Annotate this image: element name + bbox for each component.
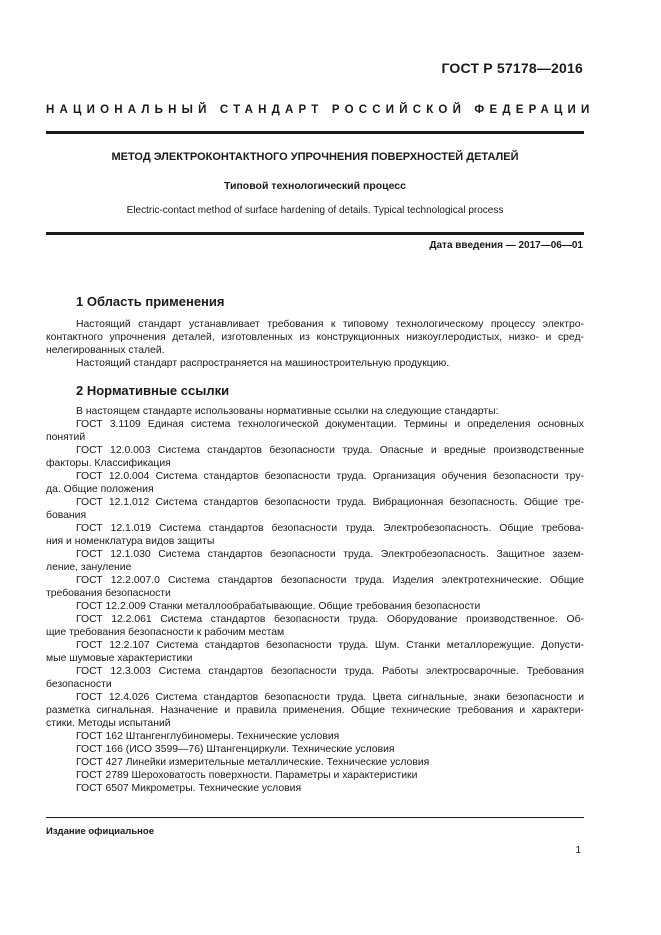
reference-line: ГОСТ 2789 Шероховатость поверхности. Параметры и характеристики	[76, 770, 418, 781]
reference-line: стики. Методы испытаний	[46, 718, 171, 729]
reference-line: мые шумовые характеристики	[46, 653, 193, 664]
reference-line: ГОСТ 12.4.026 Система стандартов безопасности труда. Цвета сигнальные, знаки безопасности и	[76, 692, 584, 703]
reference-line: ГОСТ 166 (ИСО 3599—76) Штангенциркули. Технические условия	[76, 744, 395, 755]
reference-line: ГОСТ 12.0.004 Система стандартов безопасности труда. Организация обучения безопасности тру-	[76, 471, 584, 482]
section-1-body	[46, 318, 584, 370]
reference-line: понятий	[46, 432, 86, 443]
document-title-english: Electric-contact method of surface hardening of details. Typical technological process	[126, 205, 504, 216]
section-1-line: Настоящий стандарт устанавливает требования к типовому технологическому процессу электро-	[76, 319, 584, 330]
national-standard-banner: НАЦИОНАЛЬНЫЙ СТАНДАРТ РОССИЙСКОЙ ФЕДЕРАЦИИ	[46, 104, 595, 116]
document-code: ГОСТ Р 57178—2016	[441, 60, 583, 76]
reference-line: разметка сигнальная. Назначение и правила применения. Общие технические требования и характери-	[46, 705, 584, 716]
reference-line: ГОСТ 12.1.019 Система стандартов безопасности труда. Электробезопасность. Общие требова-	[76, 523, 584, 534]
section-1-heading: 1 Область применения	[76, 294, 225, 309]
reference-line: да. Общие положения	[46, 484, 154, 495]
page-number: 1	[575, 845, 581, 856]
section-2-heading: 2 Нормативные ссылки	[76, 383, 230, 398]
reference-line: требования безопасности	[46, 588, 171, 599]
reference-line: ГОСТ 162 Штангенглубиномеры. Технические условия	[76, 731, 340, 742]
reference-line: ГОСТ 12.2.009 Станки металлообрабатывающие. Общие требования безопасности	[76, 601, 481, 612]
section-1-line: контактного упрочнения деталей, изготовленных из конструкционных низкоуглеродистых, низко- и сред-	[46, 332, 584, 343]
title-divider	[46, 232, 584, 235]
reference-line: ГОСТ 12.2.007.0 Система стандартов безопасности труда. Изделия электротехнические. Общие	[76, 575, 584, 586]
introduction-date: Дата введения — 2017—06—01	[429, 240, 583, 251]
reference-line: ГОСТ 12.1.030 Система стандартов безопасности труда. Электробезопасность. Защитное зазем-	[76, 549, 584, 560]
reference-line: бования	[46, 510, 87, 521]
reference-line: ГОСТ 12.3.003 Система стандартов безопасности труда. Работы электросварочные. Требования	[76, 666, 584, 677]
document-subtitle: Типовой технологический процесс	[223, 180, 406, 192]
reference-line: щие требования безопасности к рабочим местам	[46, 627, 285, 638]
document-title: МЕТОД ЭЛЕКТРОКОНТАКТНОГО УПРОЧНЕНИЯ ПОВЕРХНОСТЕЙ ДЕТАЛЕЙ	[111, 151, 519, 163]
reference-line: ление, зануление	[46, 562, 132, 573]
reference-line: ГОСТ 12.1.012 Система стандартов безопасности труда. Вибрационная безопасность. Общие тре-	[76, 497, 584, 508]
reference-line: ния и номенклатура видов защиты	[46, 536, 215, 547]
reference-line: ГОСТ 12.0.003 Система стандартов безопасности труда. Опасные и вредные производственные	[76, 445, 584, 456]
section-2-body	[46, 405, 584, 795]
reference-line: В настоящем стандарте использованы нормативные ссылки на следующие стандарты:	[76, 406, 499, 417]
section-1-line: Настоящий стандарт распространяется на машиностроительную продукцию.	[76, 358, 450, 369]
footer-divider	[46, 817, 584, 818]
header-divider	[46, 131, 584, 134]
reference-line: ГОСТ 3.1109 Единая система технологической документации. Термины и определения основных	[76, 419, 584, 430]
official-edition-label: Издание официальное	[46, 826, 154, 837]
reference-line: факторы. Классификация	[46, 458, 171, 469]
reference-line: безопасности	[46, 679, 112, 690]
reference-line: ГОСТ 12.2.107 Система стандартов безопасности труда. Шум. Станки металлорежущие. Допусти-	[76, 640, 584, 651]
section-1-line: нелегированных сталей.	[46, 345, 165, 356]
reference-line: ГОСТ 12.2.061 Система стандартов безопасности труда. Оборудование производственное. Об-	[76, 614, 584, 625]
reference-line: ГОСТ 427 Линейки измерительные металлические. Технические условия	[76, 757, 430, 768]
reference-line: ГОСТ 6507 Микрометры. Технические условия	[76, 783, 302, 794]
